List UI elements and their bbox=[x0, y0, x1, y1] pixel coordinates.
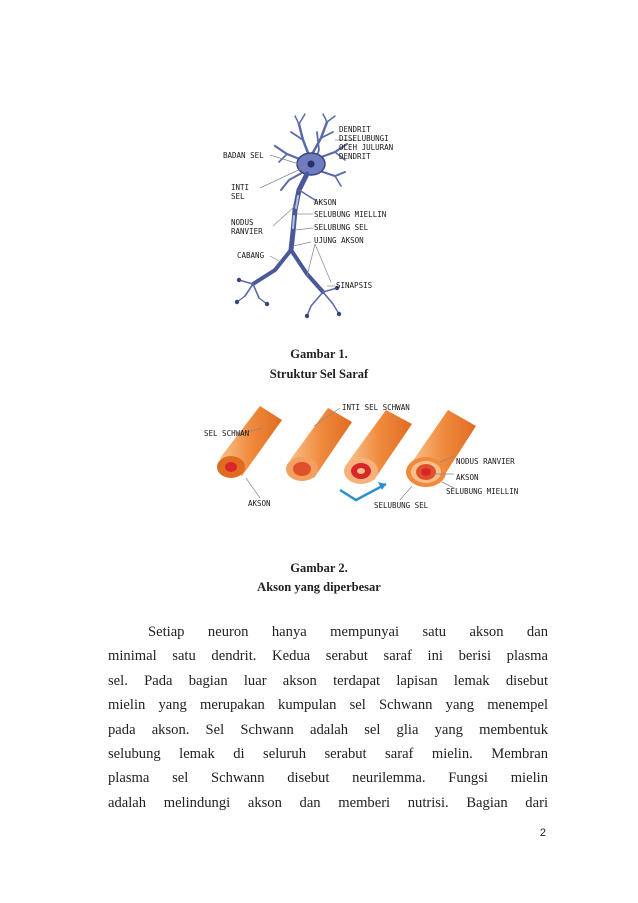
arrow-icon bbox=[340, 484, 386, 500]
figure1-caption-number: Gambar 1. bbox=[290, 347, 348, 361]
label-selubung-sel: SELUBUNG SEL bbox=[314, 223, 369, 232]
label-diselubungi: DISELUBUNGI bbox=[339, 134, 389, 143]
paragraph-line-4: mielin yang merupakan kumpulan sel Schwann yang menempel bbox=[108, 697, 548, 714]
label-ujung-akson: UJUNG AKSON bbox=[314, 236, 364, 245]
axon-cylinder-1 bbox=[217, 406, 282, 478]
paragraph-line-2: minimal satu dendrit. Kedua serabut saraf ini berisi plasma bbox=[108, 648, 548, 665]
label-inti-sel-schwan: INTI SEL SCHWAN bbox=[342, 403, 410, 412]
label-selubung-miellin-2: SELUBUNG MIELLIN bbox=[446, 487, 519, 496]
figure2-caption-number: Gambar 2. bbox=[290, 561, 348, 575]
label-nodus: NODUS bbox=[231, 218, 254, 227]
paragraph-line-5: pada akson. Sel Schwann adalah sel glia yang membentuk bbox=[108, 721, 548, 738]
axon-figure bbox=[190, 398, 540, 518]
label-inti: INTI bbox=[231, 183, 250, 192]
label-akson: AKSON bbox=[314, 198, 337, 207]
label-sinapsis: SINAPSIS bbox=[336, 281, 373, 290]
paragraph-line-7: plasma sel Schwann disebut neurilemma. Fungsi mielin bbox=[108, 770, 548, 787]
label-oleh-juluran: OLEH JULURAN bbox=[339, 143, 394, 152]
axon-cylinder-3 bbox=[344, 410, 412, 484]
page-number: 2 bbox=[539, 827, 546, 839]
paragraph-line-8: adalah melindungi akson dan memberi nutrisi. Bagian dari bbox=[108, 794, 548, 811]
label-akson-bottom: AKSON bbox=[248, 499, 271, 508]
label-sel: SEL bbox=[231, 192, 245, 201]
figure2-caption-title: Akson yang diperbesar bbox=[257, 580, 381, 594]
paragraph-line-3: sel. Pada bagian luar akson terdapat lapisan lemak disebut bbox=[108, 672, 548, 689]
axon-cylinder-2 bbox=[286, 408, 352, 481]
label-badan-sel: BADAN SEL bbox=[223, 151, 264, 160]
paragraph-line-6: selubung lemak di seluruh serabut saraf mielin. Membran bbox=[108, 746, 548, 763]
body-paragraph bbox=[108, 620, 548, 815]
label-akson-right: AKSON bbox=[456, 473, 479, 482]
label-dendrit: DENDRIT bbox=[339, 125, 371, 134]
paragraph-line-1: Setiap neuron hanya mempunyai satu akson dan bbox=[148, 624, 548, 640]
figure1-caption-title: Struktur Sel Saraf bbox=[269, 367, 369, 381]
label-dendrit-2: DENDRIT bbox=[339, 152, 371, 161]
neuron-figure bbox=[215, 110, 435, 325]
label-selubung-sel-2: SELUBUNG SEL bbox=[374, 501, 429, 510]
label-sel-schwan: SEL SCHWAN bbox=[204, 429, 250, 438]
label-cabang: CABANG bbox=[237, 251, 265, 260]
label-selubung-miellin: SELUBUNG MIELLIN bbox=[314, 210, 387, 219]
label-ranvier: RANVIER bbox=[231, 227, 263, 236]
label-nodus-ranvier: NODUS RANVIER bbox=[456, 457, 515, 466]
